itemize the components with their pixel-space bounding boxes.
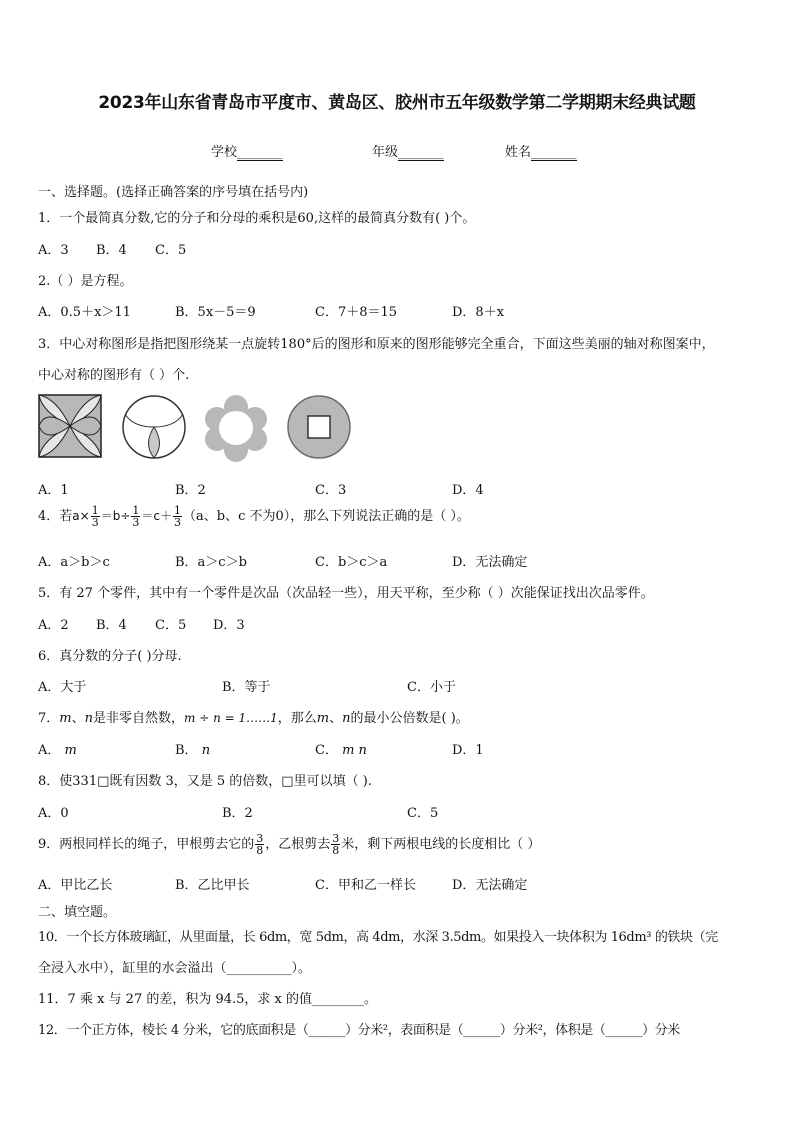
q3-option-d[interactable]: D．4 — [452, 483, 484, 498]
q2-option-d[interactable]: D．8＋x — [452, 305, 505, 320]
circle-three-arc-icon — [121, 394, 187, 460]
question-3-line-1: 3．中心对称图形是指把图形绕某一点旋转180°后的图形和原来的图形能够完全重合，下面这些美丽的轴对称图案中， — [38, 337, 715, 352]
school-field — [211, 141, 283, 161]
question-6: 6．真分数的分子( )分母. — [38, 649, 182, 664]
q3-option-a[interactable]: A．1 — [38, 483, 69, 498]
q9-option-a[interactable]: A．甲比乙长 — [38, 878, 113, 893]
fraction-one-third — [91, 505, 100, 528]
q2-option-c[interactable]: C．7＋8＝15 — [315, 305, 398, 320]
q8-option-a[interactable]: A．0 — [38, 806, 69, 821]
question-1: 1．一个最简真分数,它的分子和分母的乘积是60,这样的最简真分数有( )个。 — [38, 211, 476, 226]
coin-square-hole-icon — [286, 394, 352, 460]
fraction-three-eighths — [331, 833, 340, 856]
frac-num: 1 — [174, 504, 181, 517]
q4-suffix: （a、b、c 不为0），那么下列说法正确的是（ ）。 — [183, 509, 470, 524]
q7-option-a[interactable] — [38, 739, 77, 758]
q9-option-b[interactable]: B．乙比甲长 — [175, 878, 250, 893]
q7-option-a-value: m — [64, 743, 77, 758]
question-11: 11．7 乘 x 与 27 的差，积为 94.5，求 x 的值________。 — [38, 992, 378, 1007]
q9-prefix: 9．两根同样长的绳子，甲根剪去它的 — [38, 837, 255, 852]
page-title: 2023年山东省青岛市平度市、黄岛区、胶州市五年级数学第二学期期末经典试题 — [98, 93, 696, 113]
q7-option-c-value: m n — [342, 743, 367, 758]
q1-option-c[interactable]: C．5 — [155, 243, 187, 258]
question-12: 12．一个正方体，棱长 4 分米，它的底面积是（______）分米²，表面积是（______）分米²，体积是（______）分米 — [38, 1023, 680, 1038]
q4-option-a[interactable]: A．a＞b＞c — [38, 555, 110, 570]
frac-num: 3 — [332, 832, 340, 845]
q7-option-d[interactable]: D．1 — [452, 743, 484, 758]
q1-option-a[interactable]: A．3 — [38, 243, 69, 258]
frac-den: 3 — [132, 516, 140, 529]
section-heading-fill: 二、填空题。 — [38, 905, 117, 920]
name-label: 姓名 — [505, 145, 532, 160]
q9-option-c[interactable]: C．甲和乙一样长 — [315, 878, 416, 893]
fraction-one-third — [173, 505, 182, 528]
q7-n: n — [342, 711, 351, 726]
question-7 — [38, 707, 469, 726]
frac-den: 8 — [332, 844, 340, 857]
question-8: 8．使331□既有因数 3，又是 5 的倍数，□里可以填（ ). — [38, 774, 372, 789]
q4-expr-a: a× — [72, 509, 90, 523]
question-9 — [38, 833, 540, 856]
q7-option-b-letter: B． — [175, 743, 198, 758]
q4-option-d[interactable]: D．无法确定 — [452, 555, 528, 570]
q4-option-c[interactable]: C．b＞c＞a — [315, 555, 388, 570]
square-four-petal-icon — [38, 394, 102, 458]
q4-eq1: ＝b÷ — [100, 509, 131, 523]
frac-den: 3 — [174, 516, 181, 529]
q8-option-b[interactable]: B．2 — [222, 806, 253, 821]
name-field — [505, 141, 577, 161]
q7-option-c-letter: C． — [315, 743, 338, 758]
q7-suffix2: 的最小公倍数是( )。 — [350, 711, 469, 726]
q4-eq2: ＝c＋ — [141, 509, 172, 523]
q1-option-b[interactable]: B．4 — [96, 243, 127, 258]
question-10-line-1: 10．一个长方体玻璃缸，从里面量，长 6dm，宽 5dm，高 4dm，水深 3.5dm。如果投入一块体积为 16dm³ 的铁块（完 — [38, 930, 718, 945]
q7-n: n — [84, 711, 93, 726]
q7-prefix: 7． — [38, 711, 60, 726]
grade-field — [372, 141, 444, 161]
question-4 — [38, 505, 470, 528]
q7-sep: 、 — [71, 711, 85, 726]
q6-option-a[interactable]: A．大于 — [38, 680, 87, 695]
q6-option-b[interactable]: B．等于 — [222, 680, 271, 695]
q5-option-d[interactable]: D．3 — [213, 618, 245, 633]
grade-label: 年级 — [372, 145, 399, 160]
q2-option-b[interactable]: B．5x－5＝9 — [175, 305, 256, 320]
frac-num: 1 — [132, 504, 140, 517]
fraction-one-third — [131, 505, 140, 528]
q6-option-c[interactable]: C．小于 — [407, 680, 456, 695]
q4-option-b[interactable]: B．a＞c＞b — [175, 555, 247, 570]
question-10-line-2: 全浸入水中），缸里的水会溢出（__________）。 — [38, 961, 312, 976]
fraction-three-eighths — [255, 833, 264, 856]
q9-suffix: 米，剩下两根电线的长度相比（ ） — [341, 837, 541, 852]
q7-sep: 、 — [329, 711, 343, 726]
question-5: 5．有 27 个零件，其中有一个零件是次品（次品轻一些），用天平称，至少称（ ）次能保证找出次品零件。 — [38, 586, 654, 601]
q5-option-a[interactable]: A．2 — [38, 618, 69, 633]
grade-blank[interactable]: _______ — [398, 145, 444, 160]
q7-formula: m ÷ n = 1……1 — [184, 711, 278, 725]
q7-m: m — [59, 711, 72, 726]
q2-option-a[interactable]: A．0.5＋x＞11 — [38, 305, 131, 320]
q9-option-d[interactable]: D．无法确定 — [452, 878, 528, 893]
q7-option-a-letter: A． — [38, 743, 61, 758]
q4-prefix: 4．若 — [38, 509, 73, 524]
question-3-line-2: 中心对称的图形有（ ）个. — [38, 368, 190, 383]
frac-num: 1 — [91, 504, 99, 517]
section-heading-choice: 一、选择题。(选择正确答案的序号填在括号内) — [38, 185, 309, 200]
frac-den: 8 — [256, 844, 264, 857]
name-blank[interactable]: _______ — [531, 145, 577, 160]
flower-icon — [202, 394, 270, 462]
q7-suffix1: ，那么 — [277, 711, 317, 726]
q8-option-c[interactable]: C．5 — [407, 806, 439, 821]
q5-option-b[interactable]: B．4 — [96, 618, 127, 633]
frac-den: 3 — [91, 516, 99, 529]
school-blank[interactable]: _______ — [237, 145, 283, 160]
q7-m: m — [316, 711, 330, 726]
school-label: 学校 — [211, 145, 238, 160]
q5-option-c[interactable]: C．5 — [155, 618, 187, 633]
q3-option-c[interactable]: C．3 — [315, 483, 347, 498]
q9-mid: ，乙根剪去 — [265, 837, 331, 852]
q7-option-b[interactable] — [175, 739, 210, 758]
q7-mid: 是非零自然数， — [93, 711, 185, 726]
q3-option-b[interactable]: B．2 — [175, 483, 206, 498]
q7-option-b-value: n — [201, 743, 211, 758]
q7-option-c[interactable] — [315, 739, 367, 758]
question-2: 2.（ ）是方程。 — [38, 274, 133, 289]
frac-num: 3 — [256, 832, 264, 845]
